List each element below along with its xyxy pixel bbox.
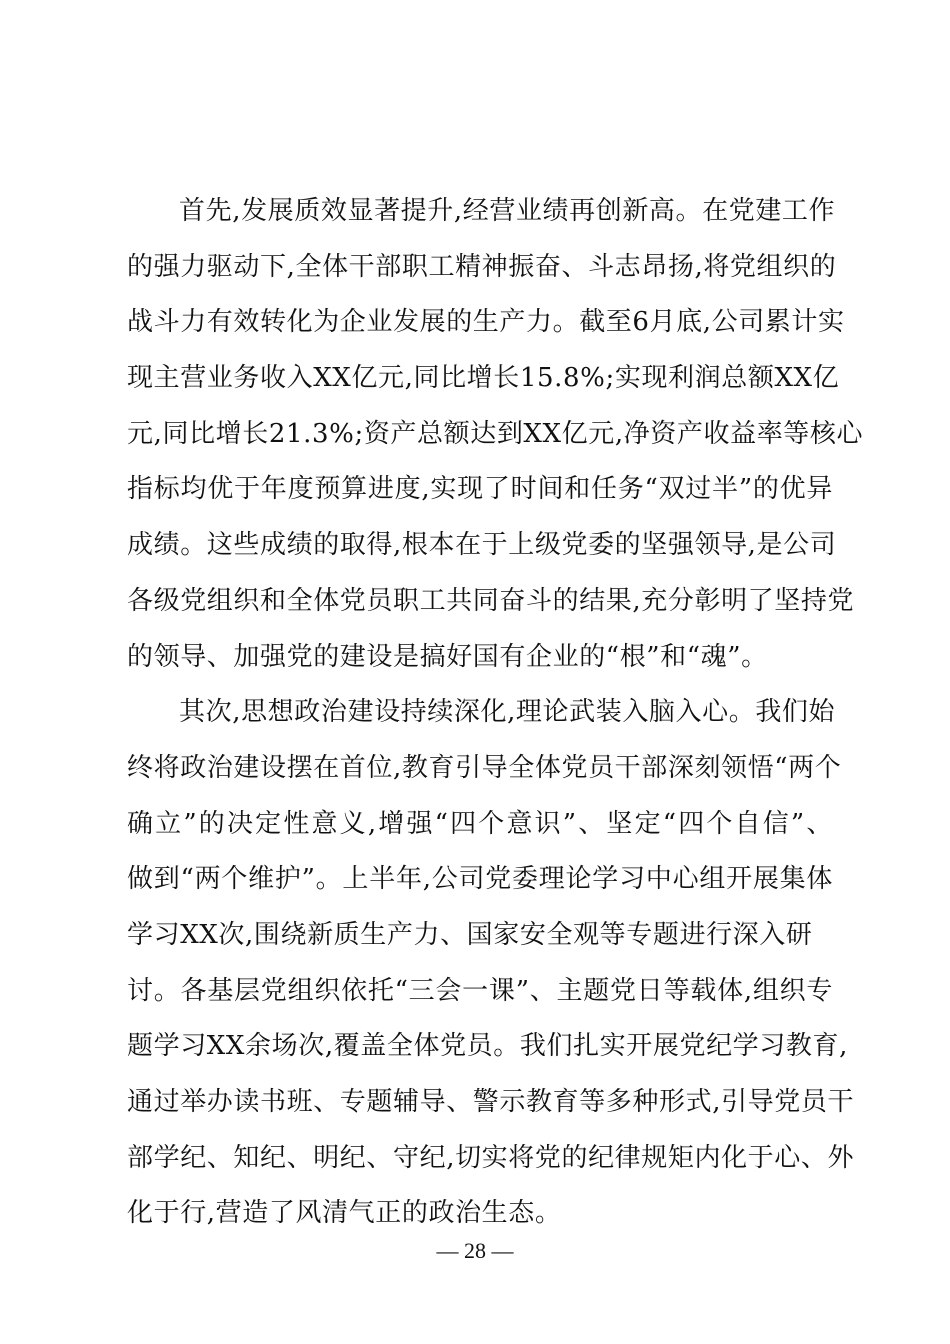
paragraph-line: 战斗力有效转化为企业发展的生产力。截至6月底,公司累计实 [127,307,845,338]
paragraph-line: 部学纪、知纪、明纪、守纪,切实将党的纪律规矩内化于心、外 [127,1142,855,1173]
paragraph-line: 各级党组织和全体党员职工共同奋斗的结果,充分彰明了坚持党 [127,585,855,616]
paragraph-line: 做到“两个维护”。上半年,公司党委理论学习中心组开展集体 [127,864,833,895]
paragraph-line: 通过举办读书班、专题辅导、警示教育等多种形式,引导党员干 [127,1087,855,1117]
paragraph-line: 讨。各基层党组织依托“三会一课”、主题党日等载体,组织专 [127,975,833,1006]
paragraph-line: 指标均优于年度预算进度,实现了时间和任务“双过半”的优异 [127,474,833,505]
paragraph-line: 首先,发展质效显著提升,经营业绩再创新高。在党建工作 [179,196,836,226]
paragraph-line: 化于行,营造了风清气正的政治生态。 [127,1198,562,1229]
paragraph-1 [127,184,864,685]
paragraph-2 [127,685,855,1242]
paragraph-line: 成绩。这些成绩的取得,根本在于上级党委的坚强领导,是公司 [127,530,837,561]
paragraph-line: 学习XX次,围绕新质生产力、国家安全观等专题进行深入研 [127,919,813,950]
page-number: — 28 — [436,1238,514,1263]
paragraph-line: 的强力驱动下,全体干部职工精神振奋、斗志昂扬,将党组织的 [127,251,837,282]
paragraph-line: 现主营业务收入XX亿元,同比增长15.8%;实现利润总额XX亿 [127,363,840,394]
paragraph-line: 终将政治建设摆在首位,教育引导全体党员干部深刻领悟“两个 [127,752,842,783]
paragraph-line: 其次,思想政治建设持续深化,理论武装入脑入心。我们始 [179,697,836,728]
paragraph-line: 题学习XX余场次,覆盖全体党员。我们扎实开展党纪学习教育, [127,1031,848,1062]
body-text [127,184,864,1242]
paragraph-line: 元,同比增长21.3%;资产总额达到XX亿元,净资产收益率等核心 [127,418,864,449]
paragraph-line: 确立”的决定性意义,增强“四个意识”、坚定“四个自信”、 [127,808,833,839]
paragraph-line: 的领导、加强党的建设是搞好国有企业的“根”和“魂”。 [127,641,768,672]
